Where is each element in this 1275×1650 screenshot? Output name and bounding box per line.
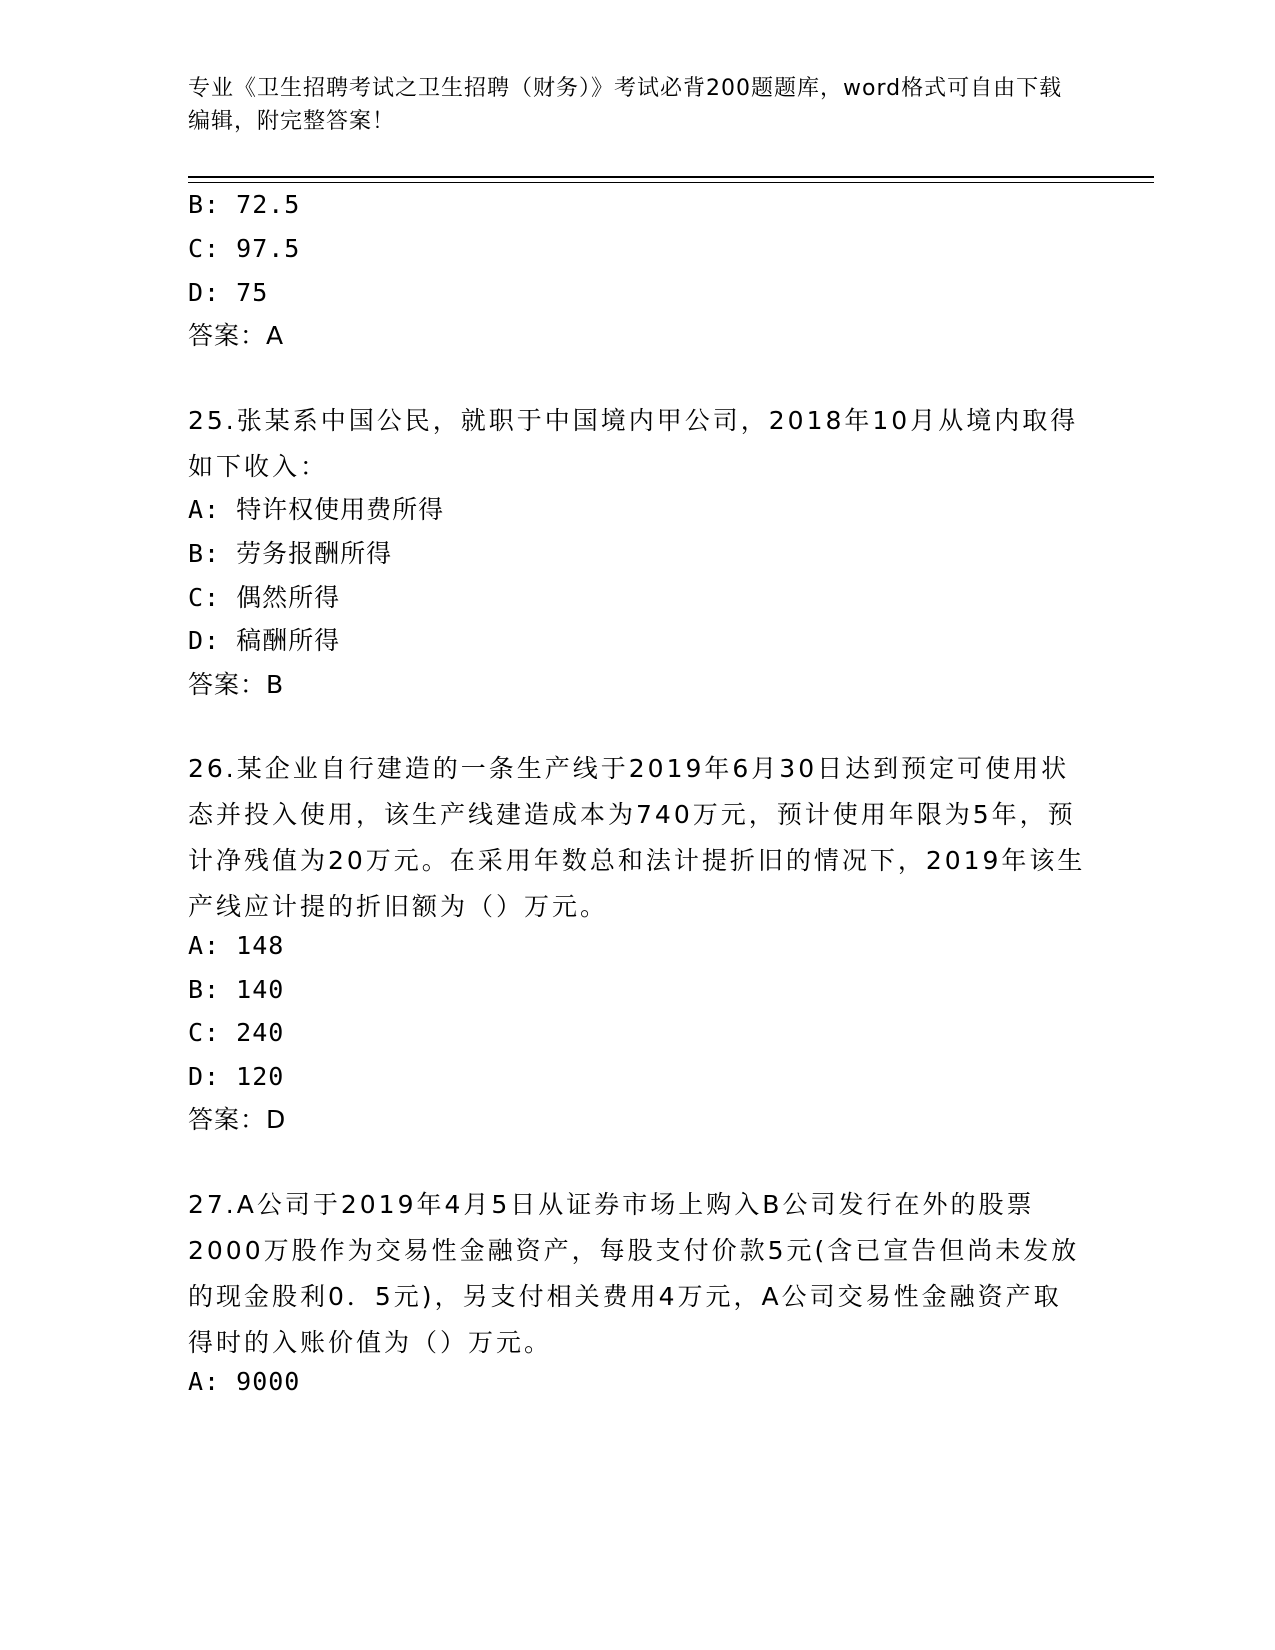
q27-stem: 27.A公司于2019年4月5日从证券市场上购入B公司发行在外的股票2000万股作为交易性金融资产，每股支付价款5元(含已宣告但尚未发放的现金股利0．5元)，另支付相关费用4万元，A公司交易性金融资产取得时的入账价值为（）万元。: [188, 1190, 1080, 1357]
document-header: 专业《卫生招聘考试之卫生招聘（财务）》考试必背200题题库，word格式可自由下载编辑，附完整答案！: [188, 76, 1063, 134]
q25-stem: 25.张某系中国公民，就职于中国境内甲公司，2018年10月从境内取得如下收入：: [188, 406, 1079, 481]
q26-option-c: C: 240: [188, 1018, 285, 1047]
q25-option-c: C: 偶然所得: [188, 583, 341, 612]
q25-option-a: A: 特许权使用费所得: [188, 495, 445, 524]
q26-option-a: A: 148: [188, 931, 285, 960]
q26-option-b: B: 140: [188, 975, 285, 1004]
q24-answer: 答案：A: [188, 321, 285, 350]
header-divider-thin: [188, 182, 1154, 183]
q26-answer: 答案：D: [188, 1105, 287, 1134]
q25-answer: 答案：B: [188, 670, 285, 699]
header-divider-thick: [188, 176, 1154, 178]
q24-option-b: B: 72.5: [188, 190, 301, 219]
q25-option-d: D: 稿酬所得: [188, 626, 341, 655]
q26-stem: 26.某企业自行建造的一条生产线于2019年6月30日达到预定可使用状态并投入使用，该生产线建造成本为740万元，预计使用年限为5年，预计净残值为20万元。在采用年数总和法计提折旧的情况下，2019年该生产线应计提的折旧额为（）万元。: [188, 754, 1086, 921]
q24-option-c: C: 97.5: [188, 234, 301, 263]
q27-option-a: A: 9000: [188, 1367, 301, 1396]
q24-option-d: D: 75: [188, 278, 269, 307]
q25-option-b: B: 劳务报酬所得: [188, 539, 393, 568]
q26-option-d: D: 120: [188, 1062, 285, 1091]
